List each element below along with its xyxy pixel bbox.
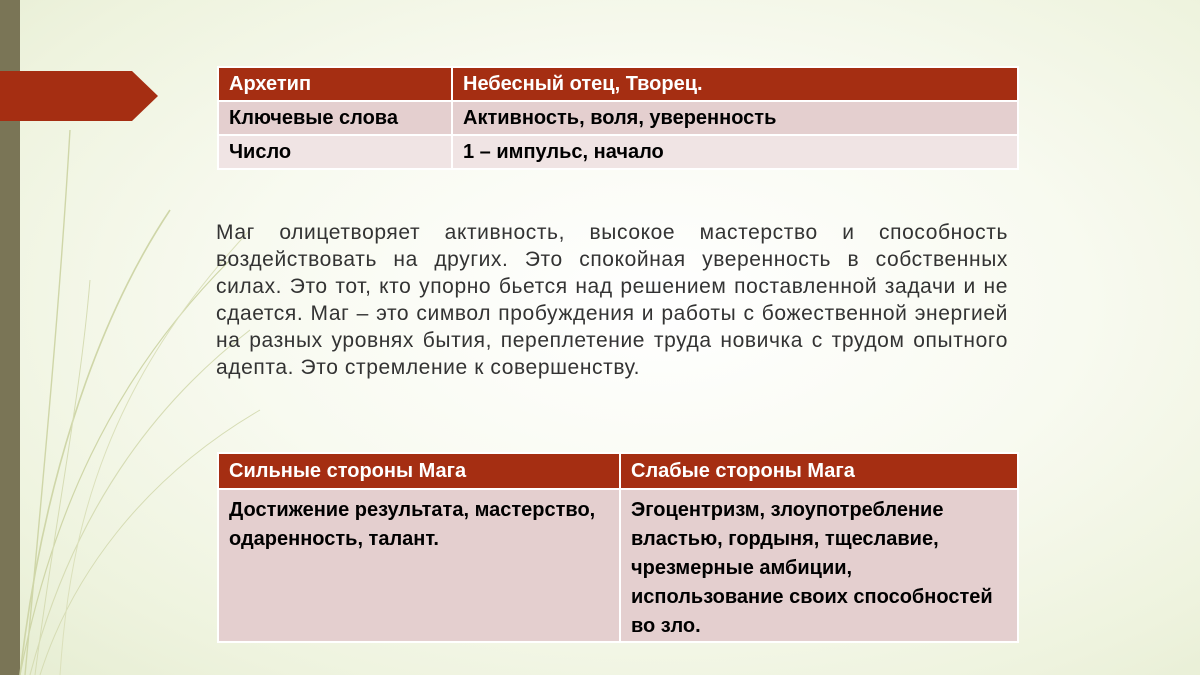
archetype-label: Архетип [218,67,452,101]
number-value: 1 – импульс, начало [452,135,1018,169]
archetype-table [217,66,1019,170]
description-paragraph: Маг олицетворяет активность, высокое мастерство и способность воздействовать на других. Это спокойная уверенность в собственных силах. Это тот, кто упорно бьется над решением поставленной задачи и не сдается. Маг – это символ пробуждения и работы с божественной энергией на разных уровнях бытия, переплетение труда новичка с трудом опытного адепта. Это стремление к совершенству. [216,221,1008,379]
strengths-weaknesses-table [217,452,1019,643]
table-header-row [218,453,1018,489]
table-row [218,101,1018,135]
weaknesses-header: Слабые стороны Мага [620,453,1018,489]
arrow-marker [0,71,158,121]
keywords-label: Ключевые слова [218,101,452,135]
number-label: Число [218,135,452,169]
strengths-cell: Достижение результата, мастерство, одаренность, талант. [218,489,620,642]
weaknesses-cell: Эгоцентризм, злоупотребление властью, гордыня, тщеславие, чрезмерные амбиции, использование своих способностей во зло. [620,489,1018,642]
table-row [218,67,1018,101]
table-row [218,489,1018,642]
strengths-header: Сильные стороны Мага [218,453,620,489]
keywords-value: Активность, воля, уверенность [452,101,1018,135]
archetype-value: Небесный отец, Творец. [452,67,1018,101]
table-row [218,135,1018,169]
